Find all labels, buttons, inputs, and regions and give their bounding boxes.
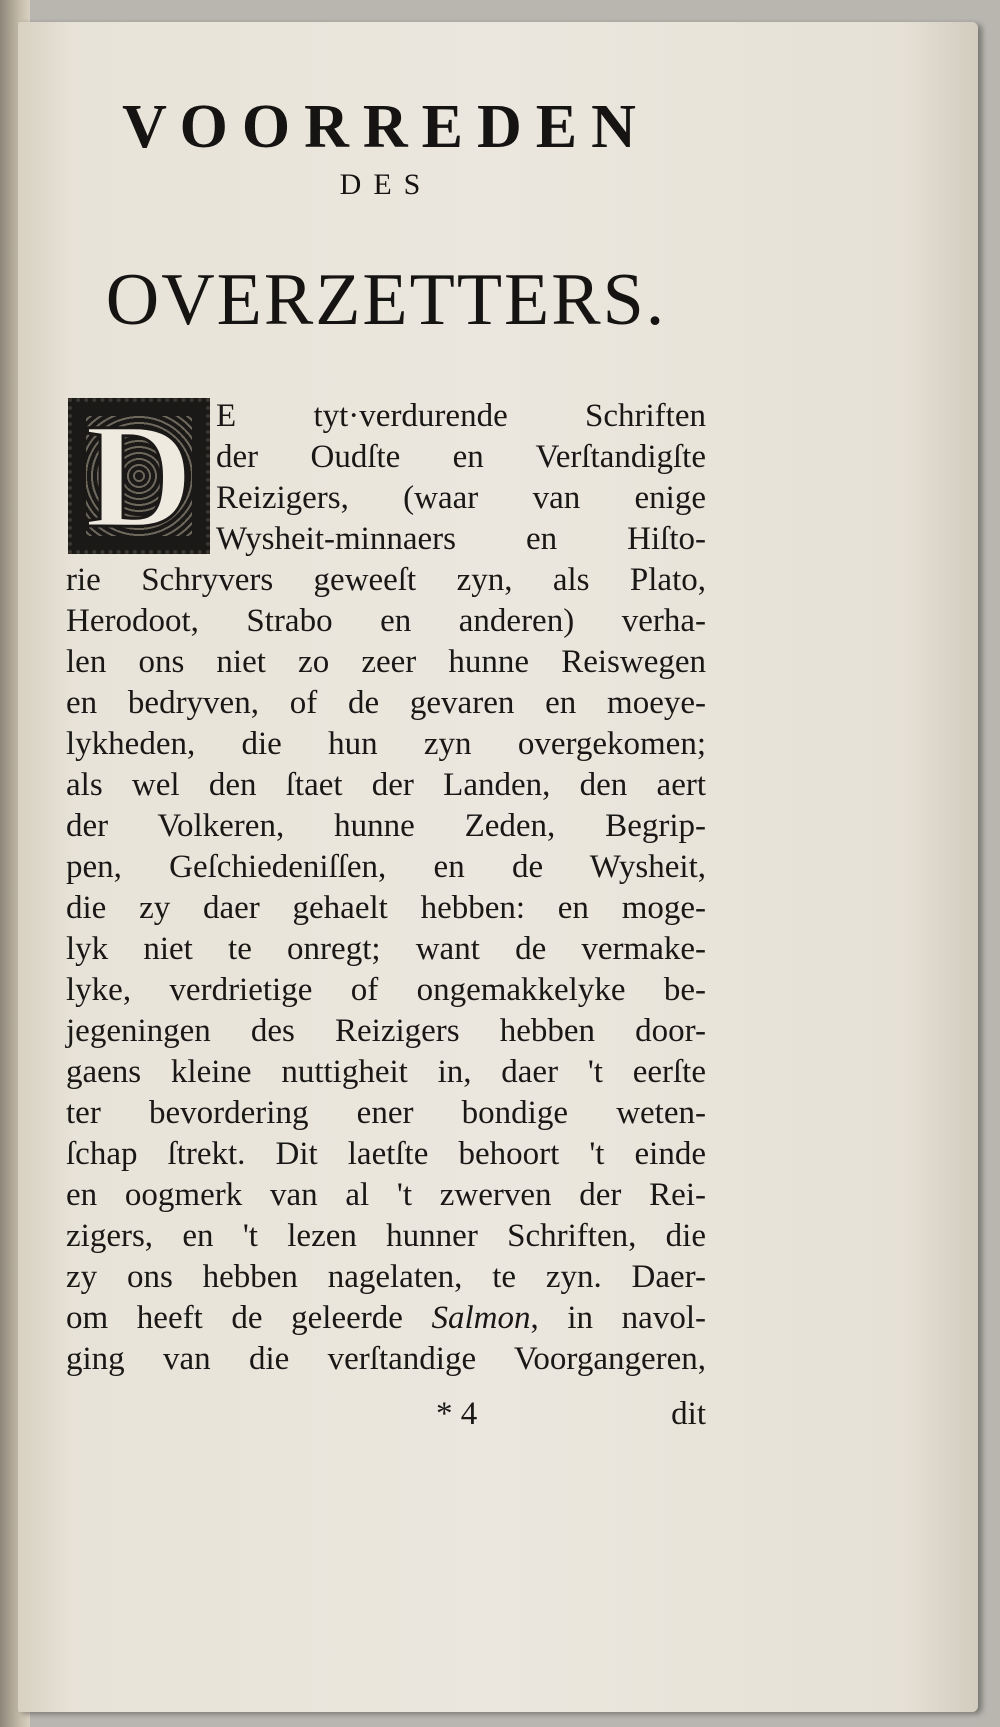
text-line: len ons niet zo zeer hunne Reiswegen: [66, 644, 706, 680]
initial-letter: D: [84, 393, 194, 559]
text-line: zigers, en 't lezen hunner Schriften, die: [66, 1218, 706, 1254]
text-span: , in navol-: [530, 1300, 706, 1336]
heading-des: DES: [339, 168, 433, 201]
body-text: [66, 393, 706, 1380]
text-line: die zy daer gehaelt hebben: en moge-: [66, 890, 706, 926]
heading-overzetters: OVERZETTERS.: [105, 259, 667, 341]
text-line: Herodoot, Strabo en anderen) verha-: [66, 603, 706, 639]
text-line: jegeningen des Reizigers hebben door-: [66, 1013, 706, 1049]
heading-voorreden: VOORREDEN: [122, 93, 650, 161]
text-line-salmon: [66, 1298, 706, 1339]
text-line: en bedryven, of de gevaren en moeye-: [66, 685, 706, 721]
text-line: Reizigers, (waar van enige: [216, 480, 706, 516]
text-line: gaens kleine nuttigheit in, daer 't eerſte: [66, 1054, 706, 1090]
text-span: om heeft de geleerde: [66, 1300, 432, 1336]
text-line: rie Schryvers geweeſt zyn, als Plato,: [66, 562, 706, 598]
signature-mark: * 4: [436, 1396, 478, 1432]
text-line: lykheden, die hun zyn overgekomen;: [66, 726, 706, 762]
text-line: der Oudſte en Verſtandigſte: [216, 439, 706, 475]
italic-name: Salmon: [431, 1300, 531, 1336]
text-line: ſchap ſtrekt. Dit laetſte behoort 't einde: [66, 1136, 706, 1172]
text-line: ter bevordering ener bondige weten-: [66, 1095, 706, 1131]
text-line: ging van die verſtandige Voorgangeren,: [66, 1341, 706, 1377]
text-line: Wysheit-minnaers en Hiſto-: [216, 521, 706, 557]
catchword: dit: [671, 1396, 706, 1432]
text-line: pen, Geſchiedeniſſen, en de Wysheit,: [66, 849, 706, 885]
text-line: E tyt·verdurende Schriften: [216, 398, 706, 434]
text-line: lyk niet te onregt; want de vermake-: [66, 931, 706, 967]
text-line: lyke, verdrietige of ongemakkelyke be-: [66, 972, 706, 1008]
text-line: zy ons hebben nagelaten, te zyn. Daer-: [66, 1259, 706, 1295]
text-line: en oogmerk van al 't zwerven der Rei-: [66, 1177, 706, 1213]
text-line: als wel den ſtaet der Landen, den aert: [66, 767, 706, 803]
text-line: der Volkeren, hunne Zeden, Begrip-: [66, 808, 706, 844]
